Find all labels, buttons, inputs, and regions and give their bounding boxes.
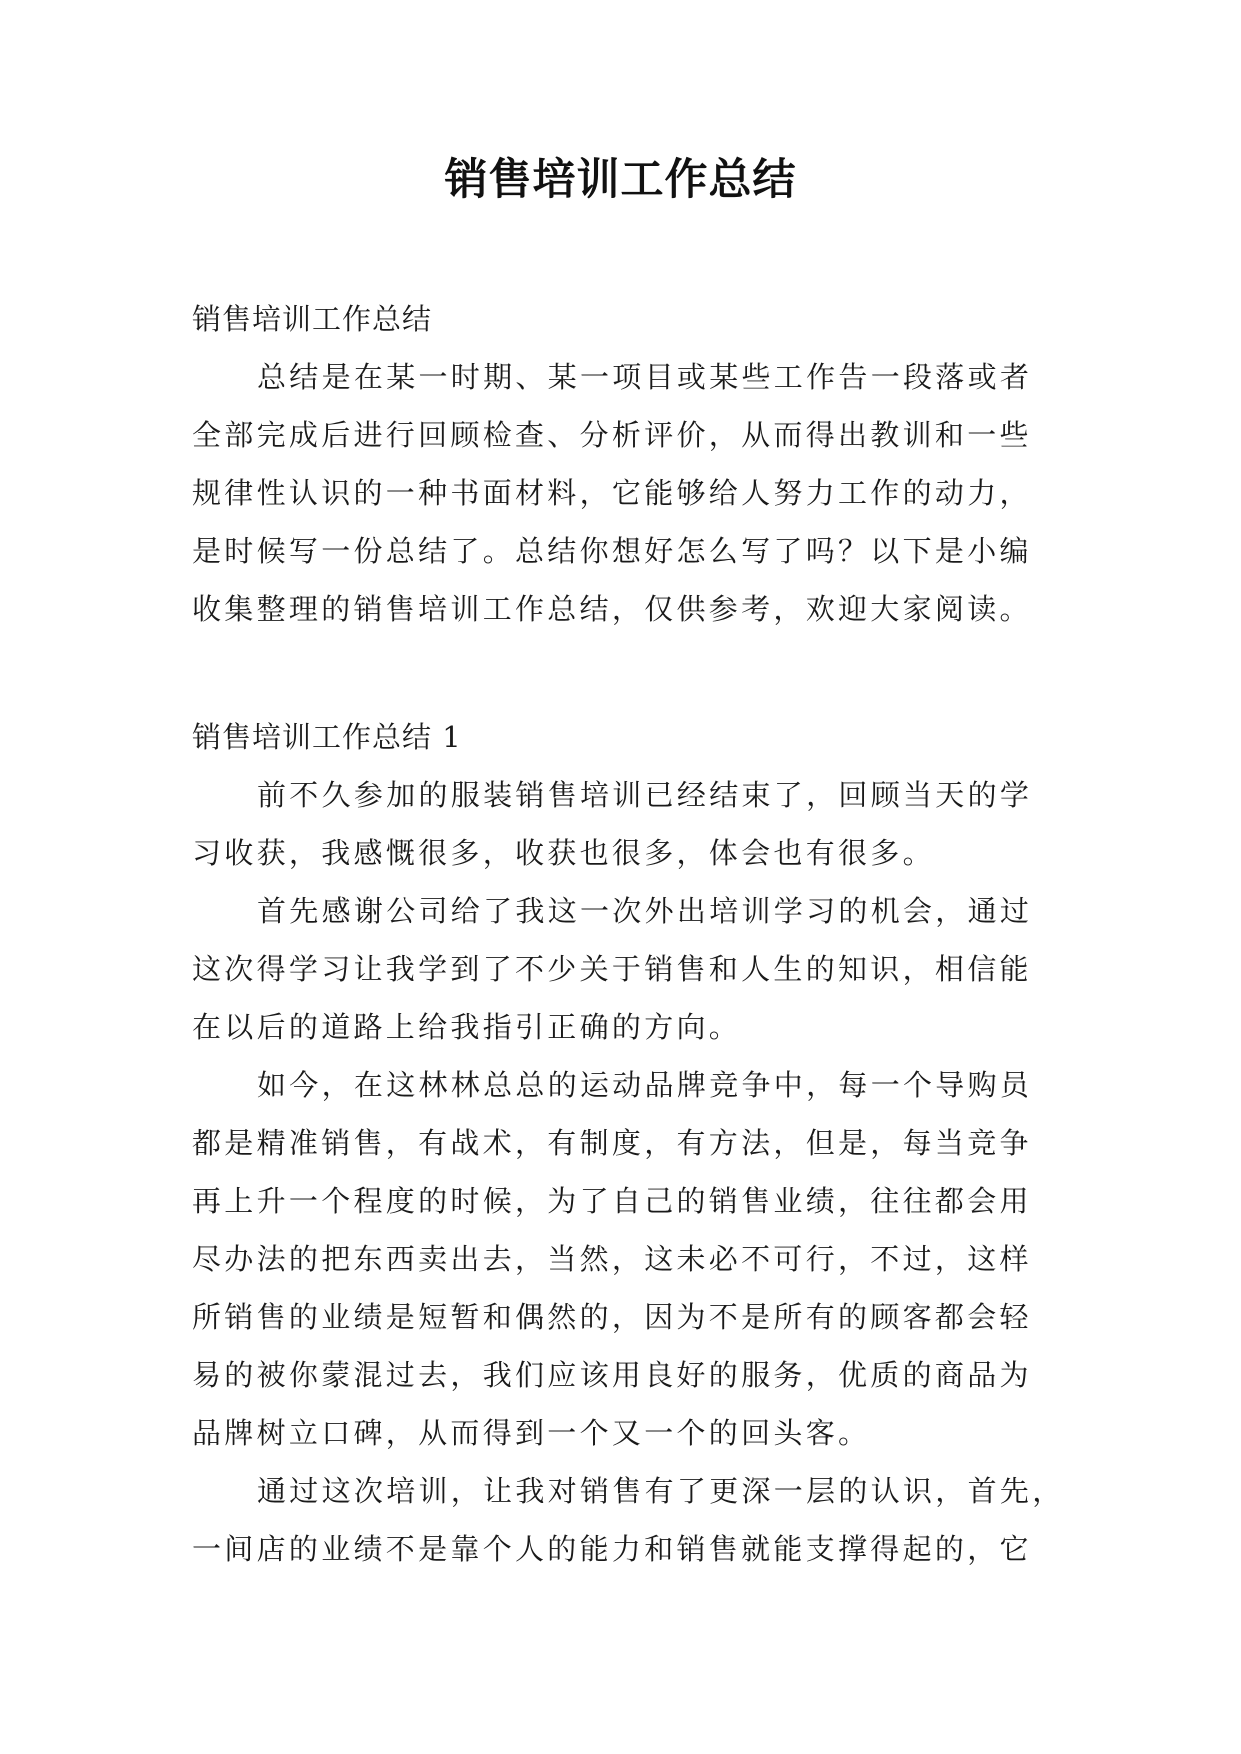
paragraph-line: 品牌树立口碑，从而得到一个又一个的回头客。 (192, 1416, 871, 1450)
intro-paragraph (192, 348, 1052, 638)
paragraph-line: 在以后的道路上给我指引正确的方向。 (192, 1010, 742, 1044)
paragraph-line: 全部完成后进行回顾检查、分析评价，从而得出教训和一些 (192, 418, 1032, 452)
paragraph-line: 易的被你蒙混过去，我们应该用良好的服务，优质的商品为 (192, 1358, 1032, 1392)
paragraph-line: 所销售的业绩是短暂和偶然的，因为不是所有的顾客都会轻 (192, 1300, 1032, 1334)
paragraph-line: 尽办法的把东西卖出去，当然，这未必不可行，不过，这样 (192, 1242, 1032, 1276)
section1-paragraph-3 (192, 1056, 1052, 1462)
paragraph-line: 这次得学习让我学到了不少关于销售和人生的知识，相信能 (192, 952, 1032, 986)
paragraph-line: 通过这次培训，让我对销售有了更深一层的认识，首先， (257, 1474, 1065, 1508)
section1-paragraph-1 (192, 766, 1052, 882)
paragraph-line: 如今，在这林林总总的运动品牌竞争中，每一个导购员 (257, 1068, 1033, 1102)
document-body (192, 290, 1065, 1578)
paragraph-line: 一间店的业绩不是靠个人的能力和销售就能支撑得起的，它 (192, 1532, 1032, 1566)
paragraph-line: 总结是在某一时期、某一项目或某些工作告一段落或者 (257, 360, 1033, 394)
paragraph-line: 是时候写一份总结了。总结你想好怎么写了吗？以下是小编 (192, 534, 1032, 568)
paragraph-line: 前不久参加的服装销售培训已经结束了，回顾当天的学 (257, 778, 1033, 812)
section1-heading: 销售培训工作总结 1 (192, 720, 462, 754)
paragraph-line: 收集整理的销售培训工作总结，仅供参考，欢迎大家阅读。 (192, 592, 1032, 626)
document-title: 销售培训工作总结 (444, 155, 797, 205)
paragraph-line: 再上升一个程度的时候，为了自己的销售业绩，往往都会用 (192, 1184, 1032, 1218)
intro-heading: 销售培训工作总结 (192, 302, 433, 336)
section1-paragraph-2 (192, 882, 1052, 1056)
paragraph-line: 首先感谢公司给了我这一次外出培训学习的机会，通过 (257, 894, 1033, 928)
section-spacer (192, 638, 1052, 708)
paragraph-line: 都是精准销售，有战术，有制度，有方法，但是，每当竞争 (192, 1126, 1032, 1160)
section1-paragraph-4 (192, 1462, 1065, 1578)
paragraph-line: 规律性认识的一种书面材料，它能够给人努力工作的动力， (192, 476, 1032, 510)
paragraph-line: 习收获，我感慨很多，收获也很多，体会也有很多。 (192, 836, 935, 870)
